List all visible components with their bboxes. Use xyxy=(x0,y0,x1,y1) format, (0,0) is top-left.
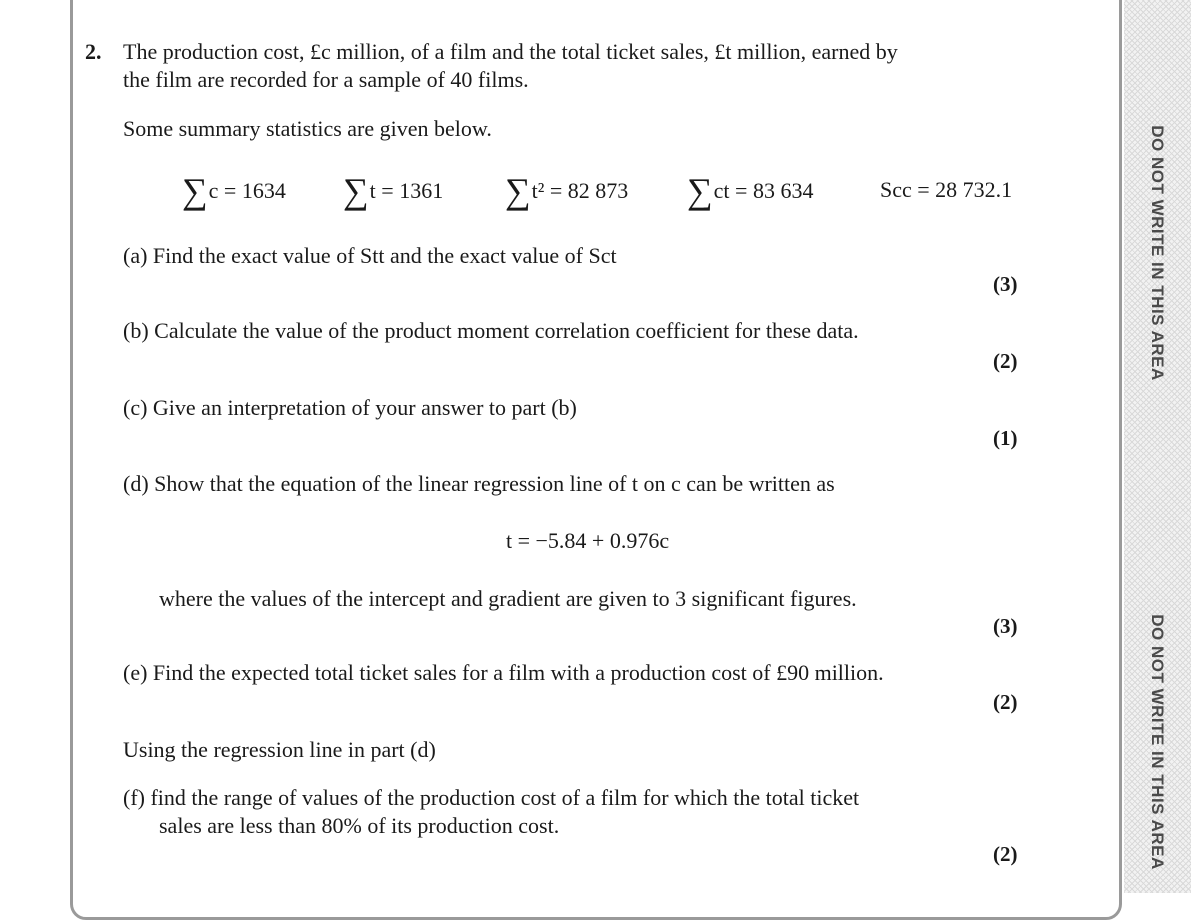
part-f-line-2: sales are less than 80% of its production cost. xyxy=(159,813,560,838)
part-e-marks: (2) xyxy=(993,690,1018,714)
stat-sum-t2-text: t² = 82 873 xyxy=(531,178,629,203)
part-f-marks: (2) xyxy=(993,842,1018,866)
stat-sum-c: ∑c = 1634 xyxy=(182,171,286,211)
part-a-text: (a) Find the exact value of Stt and the exact value of Sct xyxy=(123,243,617,268)
part-b-text: (b) Calculate the value of the product moment correlation coefficient for these data. xyxy=(123,318,859,343)
part-d-marks: (3) xyxy=(993,614,1018,638)
intro-line-2: the film are recorded for a sample of 40 films. xyxy=(123,67,529,92)
part-f-line-1: (f) find the range of values of the production cost of a film for which the total ticket xyxy=(123,785,860,810)
part-b-marks: (2) xyxy=(993,349,1018,373)
stat-sum-c-text: c = 1634 xyxy=(208,178,286,203)
question-number: 2. xyxy=(85,39,102,64)
part-a-marks: (3) xyxy=(993,272,1018,296)
stat-sum-ct: ∑ct = 83 634 xyxy=(687,171,814,211)
stat-sum-t-text: t = 1361 xyxy=(369,178,444,203)
part-d-text: (d) Show that the equation of the linear regression line of t on c can be written as xyxy=(123,471,835,496)
intro-line-1: The production cost, £c million, of a film and the total ticket sales, £t million, earned by xyxy=(123,39,898,64)
part-d-note: where the values of the intercept and gradient are given to 3 significant figures. xyxy=(159,586,857,611)
summary-intro: Some summary statistics are given below. xyxy=(123,116,492,141)
stat-sum-ct-text: ct = 83 634 xyxy=(713,178,814,203)
using-line: Using the regression line in part (d) xyxy=(123,737,436,762)
stat-scc: Scc = 28 732.1 xyxy=(880,177,1013,202)
do-not-write-label-bottom: DO NOT WRITE IN THIS AREA xyxy=(1148,614,1167,870)
part-e-text: (e) Find the expected total ticket sales for a film with a production cost of £90 million. xyxy=(123,660,884,685)
stat-sum-t: ∑t = 1361 xyxy=(343,171,444,211)
do-not-write-label-top: DO NOT WRITE IN THIS AREA xyxy=(1148,125,1167,381)
part-c-marks: (1) xyxy=(993,426,1018,450)
part-d-equation: t = −5.84 + 0.976c xyxy=(506,528,670,553)
part-c-text: (c) Give an interpretation of your answer to part (b) xyxy=(123,395,577,420)
stat-sum-t2: ∑t² = 82 873 xyxy=(505,171,629,211)
